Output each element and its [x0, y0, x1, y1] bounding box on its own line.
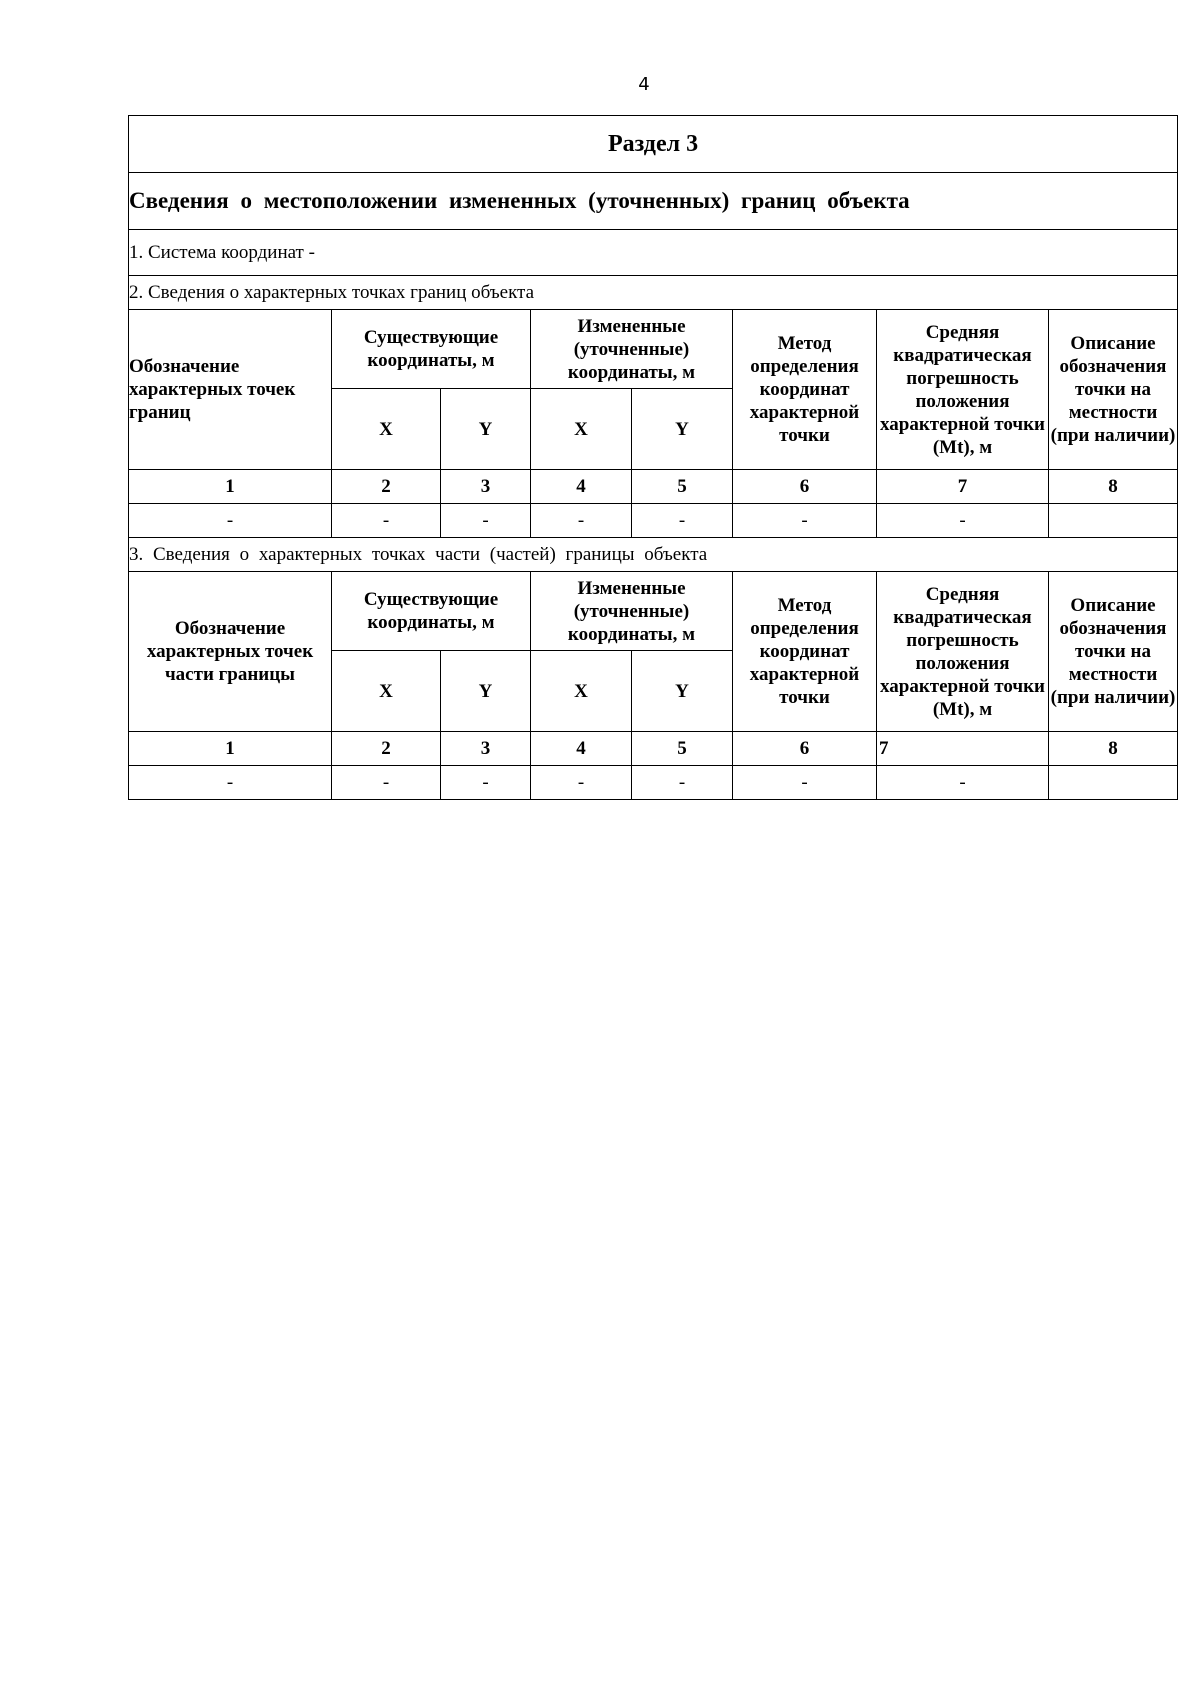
part2-cell: -: [531, 504, 632, 538]
part2-header-existing: Существующие координаты, м: [332, 310, 531, 389]
part3-col-number: 1: [129, 732, 332, 766]
part2-header-changed-x: X: [531, 389, 632, 470]
part2-header-existing-x: X: [332, 389, 441, 470]
part3-cell: -: [877, 766, 1049, 800]
part3-cell: -: [531, 766, 632, 800]
part2-col-number: 6: [733, 470, 877, 504]
part2-cell: -: [441, 504, 531, 538]
part3-header-existing: Существующие координаты, м: [332, 572, 531, 651]
part3-header-changed: Измененные (уточненные) координаты, м: [531, 572, 733, 651]
part2-header-changed-y: Y: [632, 389, 733, 470]
part2-col-number: 5: [632, 470, 733, 504]
part2-cell: -: [632, 504, 733, 538]
part2-header-changed: Измененные (уточненные) координаты, м: [531, 310, 733, 389]
part3-caption: 3. Сведения о характерных точках части (частей) границы объекта: [129, 538, 1178, 572]
part2-cell: -: [733, 504, 877, 538]
part3-header-error: Средняя квадратическая погрешность положения характерной точки (Mt), м: [877, 572, 1049, 732]
part2-header-designation: Обозначение характерных точек границ: [129, 310, 332, 470]
part3-data-row: [129, 766, 1178, 800]
part2-header-existing-y: Y: [441, 389, 531, 470]
part3-cell: -: [733, 766, 877, 800]
part2-data-row: [129, 504, 1178, 538]
part2-col-number: 1: [129, 470, 332, 504]
part3-col-number: 8: [1049, 732, 1178, 766]
part3-header-changed-x: X: [531, 651, 632, 732]
part2-cell: -: [129, 504, 332, 538]
part3-col-number: 7: [877, 732, 1049, 766]
part2-header-method: Метод определения координат характерной точки: [733, 310, 877, 470]
part2-col-number: 2: [332, 470, 441, 504]
part2-caption: 2. Сведения о характерных точках границ объекта: [129, 276, 1178, 310]
part3-col-number: 2: [332, 732, 441, 766]
part3-col-number: 6: [733, 732, 877, 766]
section-title: Сведения о местоположении измененных (уточненных) границ объекта: [129, 173, 1178, 230]
part3-col-number: 5: [632, 732, 733, 766]
part3-cell: [1049, 766, 1178, 800]
part2-header-error: Средняя квадратическая погрешность положения характерной точки (Mt), м: [877, 310, 1049, 470]
part3-cell: -: [632, 766, 733, 800]
part3-header-designation: Обозначение характерных точек части границы: [129, 572, 332, 732]
section-heading: Раздел 3: [129, 116, 1178, 173]
part2-col-number: 8: [1049, 470, 1178, 504]
part2-header-description: Описание обозначения точки на местности (при наличии): [1049, 310, 1178, 470]
page-number: 4: [638, 74, 650, 95]
part3-header-method: Метод определения координат характерной точки: [733, 572, 877, 732]
part2-cell: -: [332, 504, 441, 538]
section-3-table: [128, 115, 1178, 800]
coordinate-system: 1. Система координат -: [129, 230, 1178, 276]
part3-cell: -: [129, 766, 332, 800]
part2-col-number: 7: [877, 470, 1049, 504]
part2-cell: -: [877, 504, 1049, 538]
part3-header-existing-y: Y: [441, 651, 531, 732]
part3-header-existing-x: X: [332, 651, 441, 732]
part2-cell: [1049, 504, 1178, 538]
part3-cell: -: [441, 766, 531, 800]
part2-col-number: 3: [441, 470, 531, 504]
part3-cell: -: [332, 766, 441, 800]
part3-header-description: Описание обозначения точки на местности (при наличии): [1049, 572, 1178, 732]
part3-header-changed-y: Y: [632, 651, 733, 732]
part3-col-number: 4: [531, 732, 632, 766]
part2-col-number: 4: [531, 470, 632, 504]
part3-col-number: 3: [441, 732, 531, 766]
